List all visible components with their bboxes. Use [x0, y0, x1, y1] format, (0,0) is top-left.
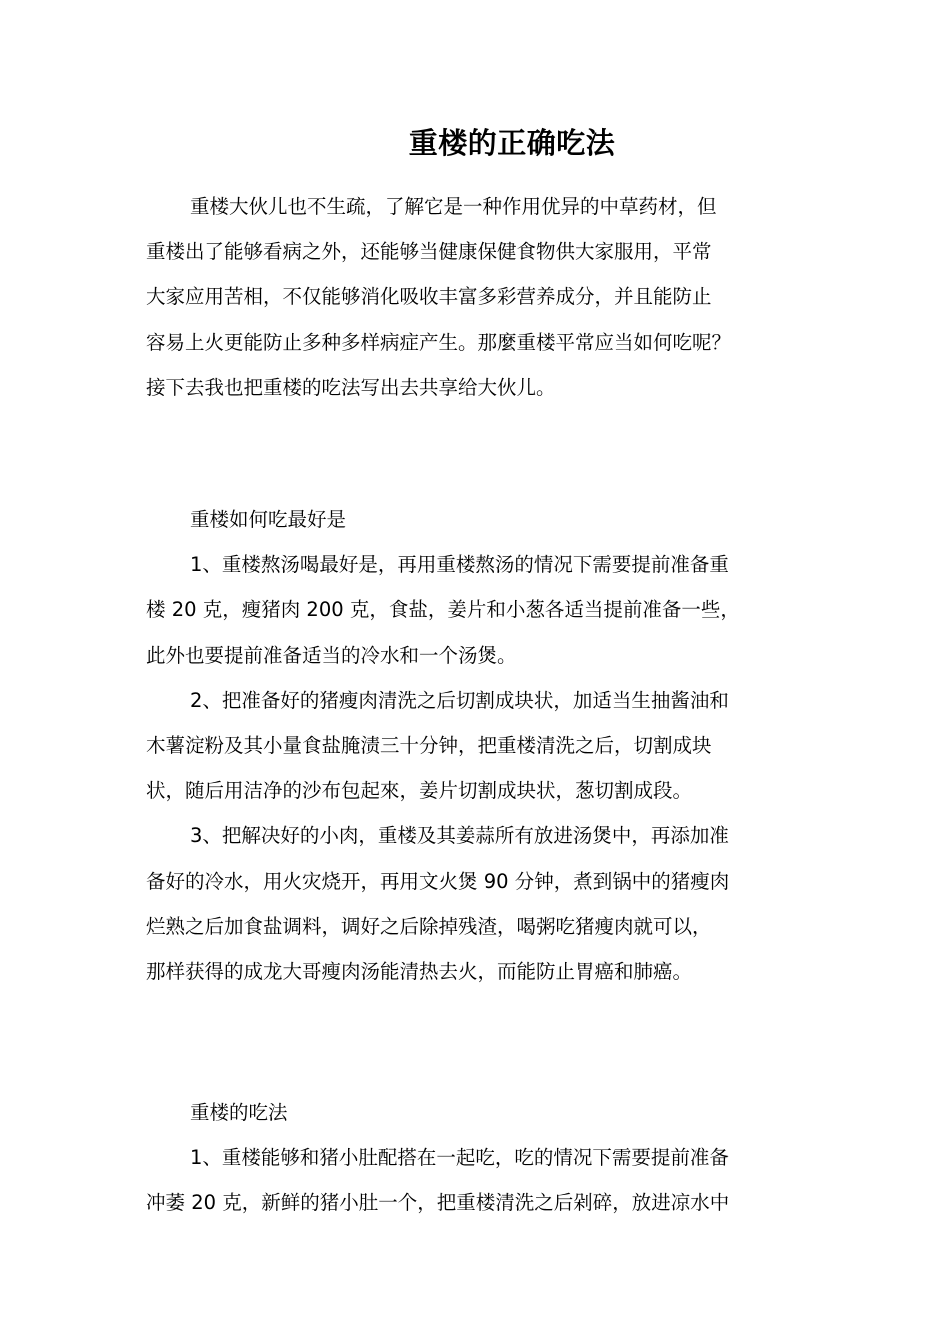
intro-line: 重楼出了能够看病之外，还能够当健康保健食物供大家服用，平常 — [146, 240, 712, 264]
paragraph-line: 3、把解决好的小肉，重楼及其姜蒜所有放进汤煲中，再添加准 — [190, 824, 729, 848]
paragraph-line: 1、重楼熬汤喝最好是，再用重楼熬汤的情况下需要提前准备重 — [190, 553, 729, 577]
document-title: 重楼的正确吃法 — [408, 126, 616, 160]
section-2 — [146, 1090, 814, 1226]
list-item — [146, 678, 814, 814]
list-item — [146, 1135, 814, 1225]
paragraph-line: 状，随后用洁净的沙布包起來，姜片切割成块状，葱切割成段。 — [146, 779, 693, 803]
paragraph-line: 备好的冷水，用火灾烧开，再用文火煲 90 分钟，煮到锅中的猪瘦肉 — [146, 869, 730, 893]
section-heading: 重楼的吃法 — [190, 1101, 288, 1124]
paragraph-line: 1、重楼能够和猪小肚配搭在一起吃，吃的情况下需要提前准备 — [190, 1146, 729, 1170]
paragraph-line: 木薯淀粉及其小量食盐腌渍三十分钟，把重楼清洗之后，切割成块 — [146, 734, 712, 758]
paragraph-line: 那样获得的成龙大哥瘦肉汤能清热去火，而能防止胃癌和肺癌。 — [146, 960, 693, 984]
paragraph-line: 烂熟之后加食盐调料，调好之后除掉残渣，喝粥吃猪瘦肉就可以， — [146, 914, 712, 938]
section-heading: 重楼如何吃最好是 — [190, 508, 347, 531]
paragraph-line: 冲萎 20 克，新鲜的猪小肚一个，把重楼清洗之后剁碎，放进凉水中 — [146, 1191, 730, 1215]
paragraph-line: 楼 20 克，瘦猪肉 200 克，食盐，姜片和小葱各适当提前准备一些， — [146, 598, 740, 622]
section-1 — [146, 497, 814, 994]
intro-line: 容易上火更能防止多种多样病症产生。那麼重楼平常应当如何吃呢？ — [146, 330, 732, 354]
list-item — [146, 813, 814, 994]
intro-line: 大家应用苦相，不仅能够消化吸收丰富多彩营养成分，并且能防止 — [146, 285, 712, 309]
intro-line: 重楼大伙儿也不生疏，了解它是一种作用优异的中草药材，但 — [190, 195, 717, 218]
list-item — [146, 542, 814, 678]
intro-line: 接下去我也把重楼的吃法写出去共享给大伙儿。 — [146, 375, 556, 399]
intro-paragraph — [146, 184, 814, 410]
paragraph-line: 此外也要提前准备适当的冷水和一个汤煲。 — [146, 643, 517, 667]
paragraph-line: 2、把准备好的猪瘦肉清洗之后切割成块状，加适当生抽酱油和 — [190, 688, 729, 712]
